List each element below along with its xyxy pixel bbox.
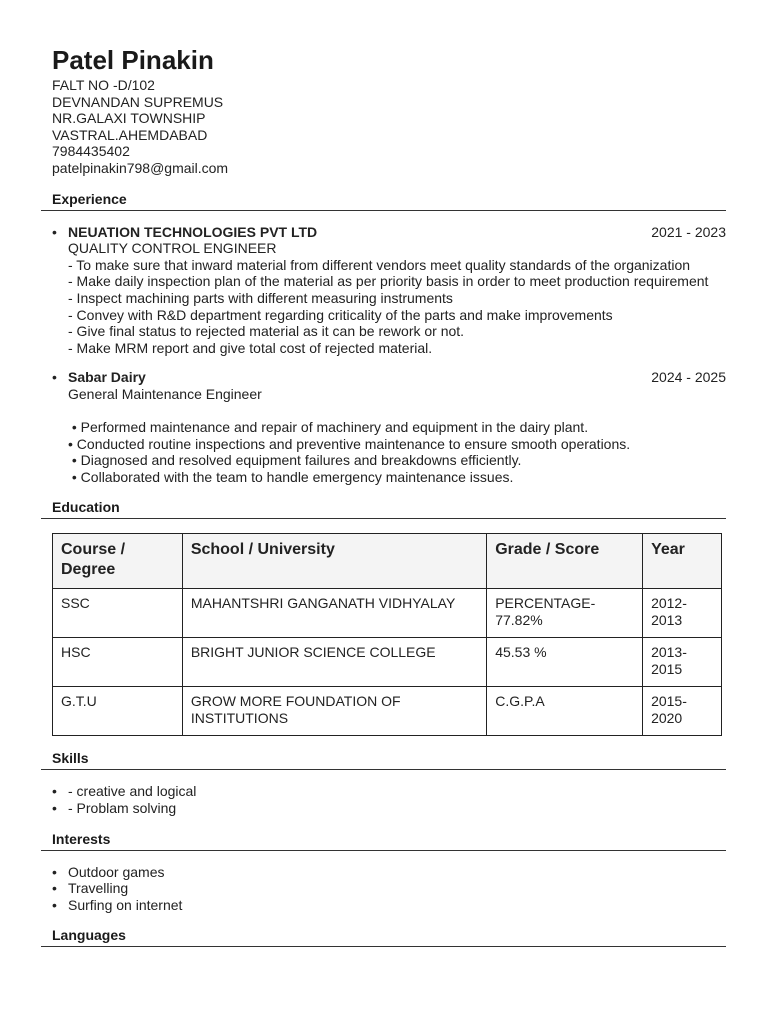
table-cell: G.T.U — [53, 687, 183, 736]
duty-line: • Collaborated with the team to handle emergency maintenance issues. — [68, 468, 514, 485]
duty-line: - Inspect machining parts with different measuring instruments — [68, 289, 453, 306]
experience-years: 2024 - 2025 — [651, 369, 726, 386]
address-line-3: NR.GALAXI TOWNSHIP — [52, 110, 206, 127]
section-title-languages: Languages — [41, 927, 726, 947]
table-cell: C.G.P.A — [487, 687, 643, 736]
company-name: • Sabar Dairy — [68, 369, 146, 386]
experience-years: 2021 - 2023 — [651, 223, 726, 240]
job-role: General Maintenance Engineer — [68, 385, 262, 402]
interests-list — [52, 864, 726, 914]
column-header-school: School / University — [182, 534, 486, 589]
table-cell: 2013- 2015 — [643, 638, 722, 687]
table-header-row — [53, 534, 722, 589]
table-cell: MAHANTSHRI GANGANATH VIDHYALAY — [182, 589, 486, 638]
experience-list — [52, 224, 726, 486]
education-table — [52, 533, 722, 736]
section-title-skills: Skills — [41, 750, 726, 770]
experience-item — [52, 224, 726, 357]
list-item: • - creative and logical — [52, 783, 726, 800]
address-line-4: VASTRAL.AHEMDABAD — [52, 126, 208, 143]
skills-list — [52, 783, 726, 816]
list-item: • Outdoor games — [52, 864, 726, 881]
section-title-interests: Interests — [41, 831, 726, 851]
column-header-course: Course / Degree — [53, 534, 183, 589]
experience-header — [68, 224, 726, 241]
duty-line: • Performed maintenance and repair of machinery and equipment in the dairy plant. — [68, 419, 589, 436]
table-cell: 45.53 % — [487, 638, 643, 687]
candidate-name: Patel Pinakin — [52, 45, 214, 75]
table-cell: GROW MORE FOUNDATION OF INSTITUTIONS — [182, 687, 486, 736]
table-row — [53, 687, 722, 736]
duty-line: • Diagnosed and resolved equipment failures and breakdowns efficiently. — [68, 452, 522, 469]
section-title-experience: Experience — [41, 191, 726, 211]
table-cell: 2015- 2020 — [643, 687, 722, 736]
address-line-1: FALT NO -D/102 — [52, 77, 155, 93]
table-cell: PERCENTAGE- 77.82% — [487, 589, 643, 638]
list-item: • Surfing on internet — [52, 897, 726, 914]
column-header-grade: Grade / Score — [487, 534, 643, 589]
duty-line: - Make MRM report and give total cost of rejected material. — [68, 339, 433, 356]
duty-line: - Convey with R&D department regarding criticality of the parts and make improvements — [68, 306, 613, 323]
table-cell: SSC — [53, 589, 183, 638]
list-item: • Travelling — [52, 880, 726, 897]
email-address: patelpinakin798@gmail.com — [52, 159, 229, 176]
contact-block — [52, 77, 726, 177]
table-cell: BRIGHT JUNIOR SCIENCE COLLEGE — [182, 638, 486, 687]
table-cell: HSC — [53, 638, 183, 687]
duty-line: - Make daily inspection plan of the material as per priority basis in order to meet production requirement — [68, 273, 709, 290]
duty-line: - Give final status to rejected material as it can be rework or not. — [68, 323, 465, 340]
address-line-2: DEVNANDAN SUPREMUS — [52, 93, 224, 110]
phone-number: 7984435402 — [52, 143, 130, 160]
company-name: • NEUATION TECHNOLOGIES PVT LTD — [68, 223, 318, 240]
list-item: • - Problam solving — [52, 800, 726, 817]
job-role: QUALITY CONTROL ENGINEER — [68, 240, 277, 257]
duty-line: - To make sure that inward material from different vendors meet quality standards of the organization — [68, 256, 691, 273]
table-cell: 2012- 2013 — [643, 589, 722, 638]
column-header-year: Year — [643, 534, 722, 589]
experience-item — [52, 369, 726, 485]
duty-line: • Conducted routine inspections and preventive maintenance to ensure smooth operations. — [68, 435, 631, 452]
table-row — [53, 589, 722, 638]
section-title-education: Education — [41, 499, 726, 519]
experience-header — [68, 369, 726, 386]
table-row — [53, 638, 722, 687]
